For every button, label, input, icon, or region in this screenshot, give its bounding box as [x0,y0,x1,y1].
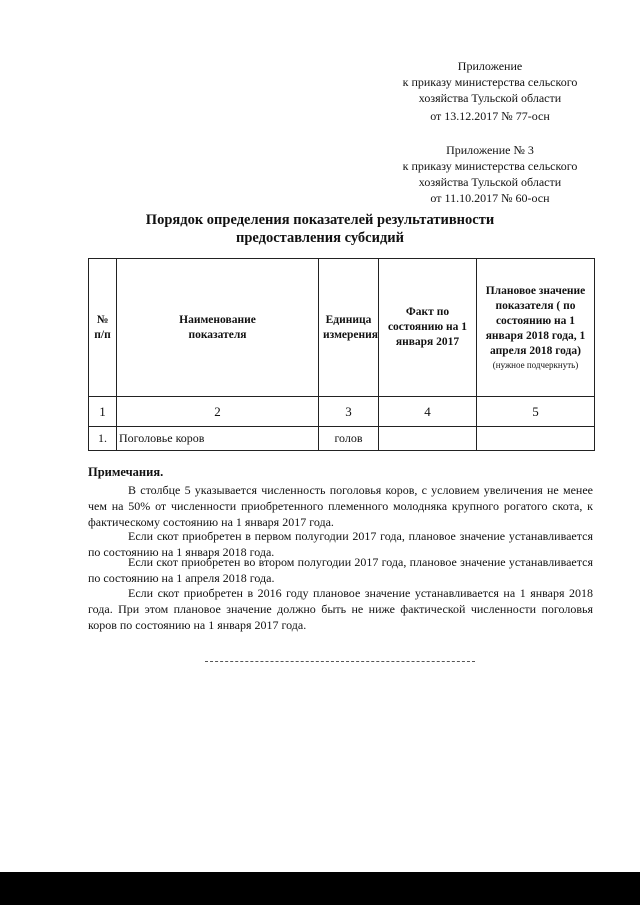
note-paragraph-4: Если скот приобретен в 2016 году плановое значение устанавливается на 1 января 2018 года. При этом плановое значение должно быть не ниже фактической численности поголовья коров по состоянию на 1 января 2017 года. [88,586,593,632]
column-number-cell: 1 [89,397,117,427]
appendix-3-header [370,142,610,206]
document-title [100,211,540,247]
appendix-header [370,58,610,124]
note-paragraph-2: Если скот приобретен в первом полугодии 2017 года, плановое значение устанавливается по состоянию на 1 января 2018 года. [88,529,593,559]
row-number: 1. [89,427,117,451]
ministry-line: хозяйства Тульской области [418,91,562,105]
column-number-cell: 2 [117,397,319,427]
row-plan-value [477,427,595,451]
end-separator [205,661,475,662]
row-indicator-name: Поголовье коров [117,427,319,451]
appendix-label: Приложение [457,59,523,73]
appendix-3-label: Приложение № 3 [446,143,534,157]
row-fact-value [379,427,477,451]
order-ref-line: к приказу министерства сельского [402,75,578,89]
col-plan-note: (нужное подчеркнуть) [492,360,579,370]
col-number-header: № п/п [89,259,117,397]
col-fact-header: Факт по состоянию на 1 января 2017 [379,259,477,397]
table-row [89,427,595,451]
col-name-header: Наименование показателя [117,259,319,397]
col-unit-header: Единица измерения [319,259,379,397]
column-number-cell: 3 [319,397,379,427]
order-date-2: от 11.10.2017 № 60-осн [430,191,550,205]
notes-heading: Примечания. [88,465,164,479]
col-plan-header [477,259,595,397]
column-numbers-row [89,397,595,427]
note-paragraph-3: Если скот приобретен во втором полугодии 2017 года, плановое значение устанавливается по состоянию на 1 апреля 2018 года. [88,555,593,585]
ministry-line-2: хозяйства Тульской области [418,175,562,189]
column-number-cell: 5 [477,397,595,427]
order-date: от 13.12.2017 № 77-осн [430,109,550,123]
row-unit: голов [319,427,379,451]
col-plan-title: Плановое значение показателя ( по состоянию на 1 января 2018 года, 1 апреля 2018 года) [485,285,586,357]
scan-bottom-border [0,872,640,905]
order-ref-line-2: к приказу министерства сельского [402,159,578,173]
title-line-1: Порядок определения показателей результативности [145,212,495,228]
indicators-table [88,258,595,451]
title-line-2: предоставления субсидий [235,230,404,246]
note-paragraph-1: В столбце 5 указывается численность поголовья коров, с условием увеличения не менее чем на 50% от численности приобретенного племенного молодняка крупного рогатого скота, к фактическому состоянию на 1 января 2017 года. [88,483,593,529]
table-header-row [89,259,595,397]
column-number-cell: 4 [379,397,477,427]
